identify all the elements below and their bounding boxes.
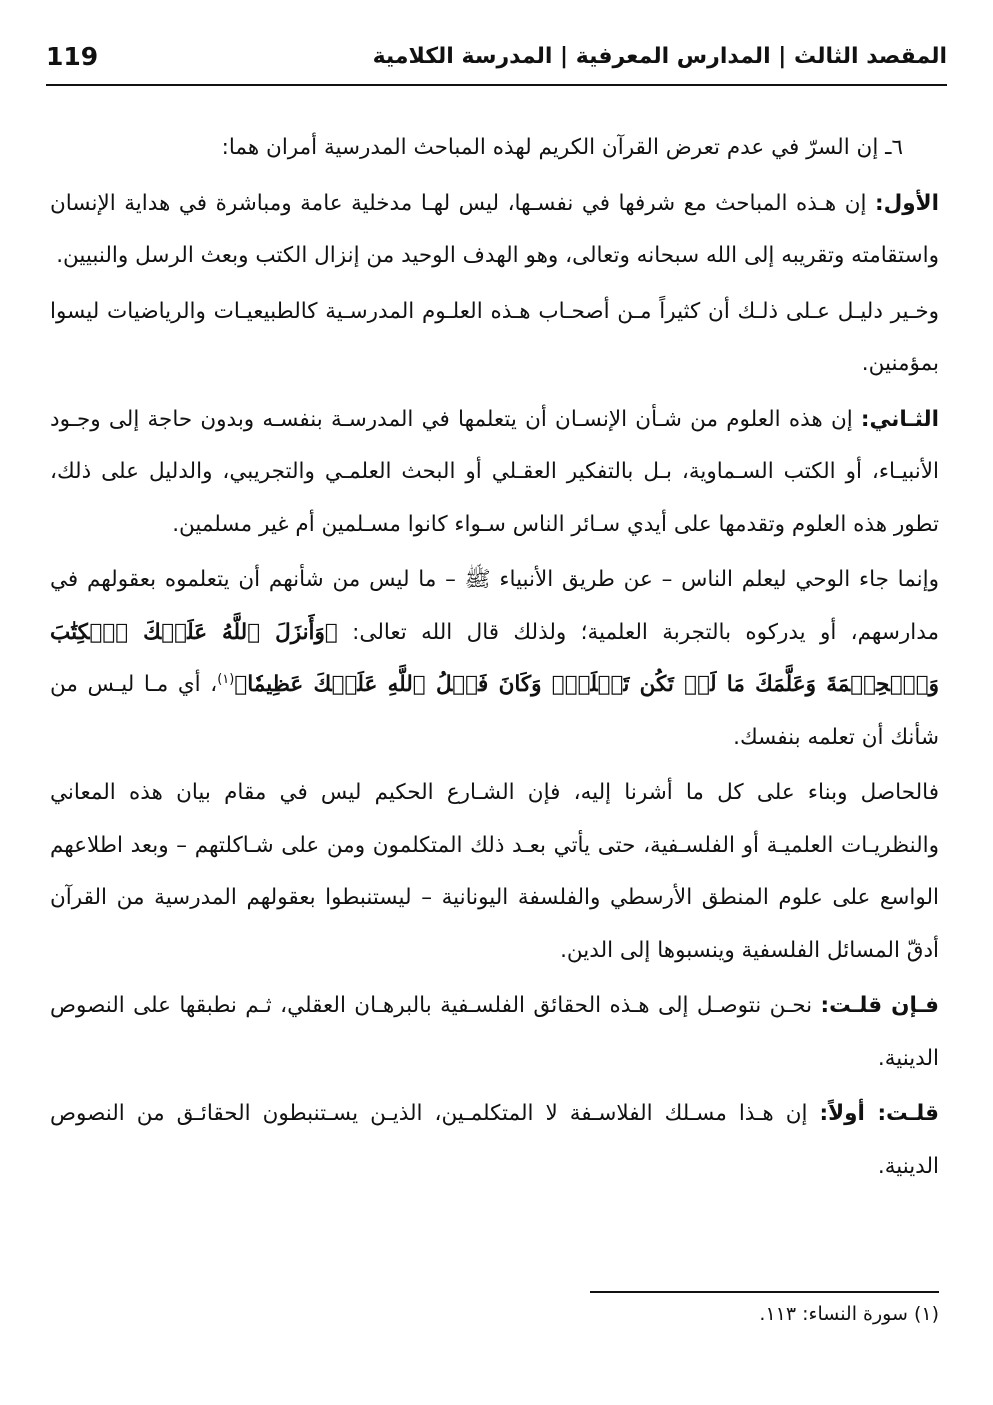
running-head: المقصد الثالث | المدارس المعرفية | المدرسة الكلامية [372, 44, 947, 69]
paragraph-text: إن هـذه المباحث مع شرفها في نفسـها، ليس لهـا مدخلية عامة ومباشرة في هداية الإنسان واستقامته وتقريبه إلى الله سبحانه وتعالى، وهو الهدف الوحيد من إنزال الكتب وبعث الرسل والنبيين. [50, 190, 939, 268]
paragraph-conclusion [50, 767, 939, 977]
page-header [46, 34, 947, 86]
paragraph-lead: الثـاني: [860, 406, 939, 432]
footnote: (١) سورة النساء: ١١٣. [759, 1303, 939, 1325]
page-number: 119 [46, 42, 99, 71]
quran-verse: ﴿وَأَنزَلَ ٱللَّهُ عَلَيۡكَ ٱلۡكِتَٰبَ وَٱلۡحِكۡمَةَ وَعَلَّمَكَ مَا لَمۡ تَكُن تَعۡلَمُۚ وَكَانَ فَضۡلُ ٱللَّهِ عَلَيۡكَ عَظِيمٗا﴾ [50, 619, 939, 697]
paragraph-lead: الأول: [875, 190, 939, 216]
paragraph-text: إن هـذا مسـلك الفلاسـفة لا المتكلمـين، الذيـن يسـتنبطون الحقائـق من النصوص الدينية. [50, 1101, 939, 1179]
paragraph-reply [50, 1088, 939, 1193]
paragraph-evidence [50, 286, 939, 391]
paragraph-text: فالحاصل وبناء على كل ما أشرنا إليه، فإن الشـارع الحكيم ليس في مقام بيان هذه المعاني والنظريـات العلميـة أو الفلسـفية، حتى يأتي بعـد ذلك المتكلمون ومن على شـاكلتهم – وبعد اطلاعهم الواسع على علوم المنطق الأرسطي والفلسفة اليونانية – ليستنبطوا بعقولهم المدرسية من القرآن أدقّ المسائل الفلسفية وينسبوها إلى الدين. [50, 780, 939, 963]
paragraph-text: ٦ـ إن السرّ في عدم تعرض القرآن الكريم لهذه المباحث المدرسية أمران هما: [221, 135, 903, 160]
footnote-divider [590, 1291, 939, 1293]
paragraph-first-reason [50, 178, 939, 283]
body-text [50, 122, 939, 1193]
paragraph-lead: فـإن قلـت: [820, 993, 939, 1018]
paragraph-numbered-item [50, 122, 939, 175]
paragraph-text: ، أي مـا ليـس من شأنك أن تعلمه بنفسك. [50, 672, 939, 750]
paragraph-text: وإنما جاء الوحي ليعلم الناس – عن طريق الأنبياء ﷺ – ما ليس من شأنهم أن يتعلموه بعقولهم في مدارسهم، أو يدركوه بالتجربة العلمية؛ ولذلك قال الله تعالى: [50, 567, 940, 645]
paragraph-text: نحـن نتوصـل إلى هـذه الحقائق الفلسـفية بالبرهـان العقلي، ثـم نطبقها على النصوص الدينية. [50, 993, 939, 1071]
paragraph-text: إن هذه العلوم من شـأن الإنسـان أن يتعلمها في المدرسـة بنفسـه وبدون حاجة إلى وجـود الأنبيـاء، أو الكتب السـماوية، بـل بالتفكير العقـلي أو البحث العلمـي والتجريبي، والدليل على ذلك، تطور هذه العلوم وتقدمها على أيدي سـائر الناس سـواء كانوا مسـلمين أم غير مسلمين. [50, 406, 939, 537]
paragraph-objection [50, 980, 939, 1085]
paragraph-lead: قلـت: أولاً: [819, 1101, 940, 1126]
paragraph-text: وخـير دليـل عـلى ذلـك أن كثيراً مـن أصحـاب هـذه العلـوم المدرسـية كالطبيعيـات والرياضيات ليسوا بمؤمنين. [50, 298, 939, 376]
paragraph-second-reason [50, 394, 939, 552]
paragraph-revelation [50, 554, 939, 764]
footnote-reference: (١) [217, 671, 235, 687]
